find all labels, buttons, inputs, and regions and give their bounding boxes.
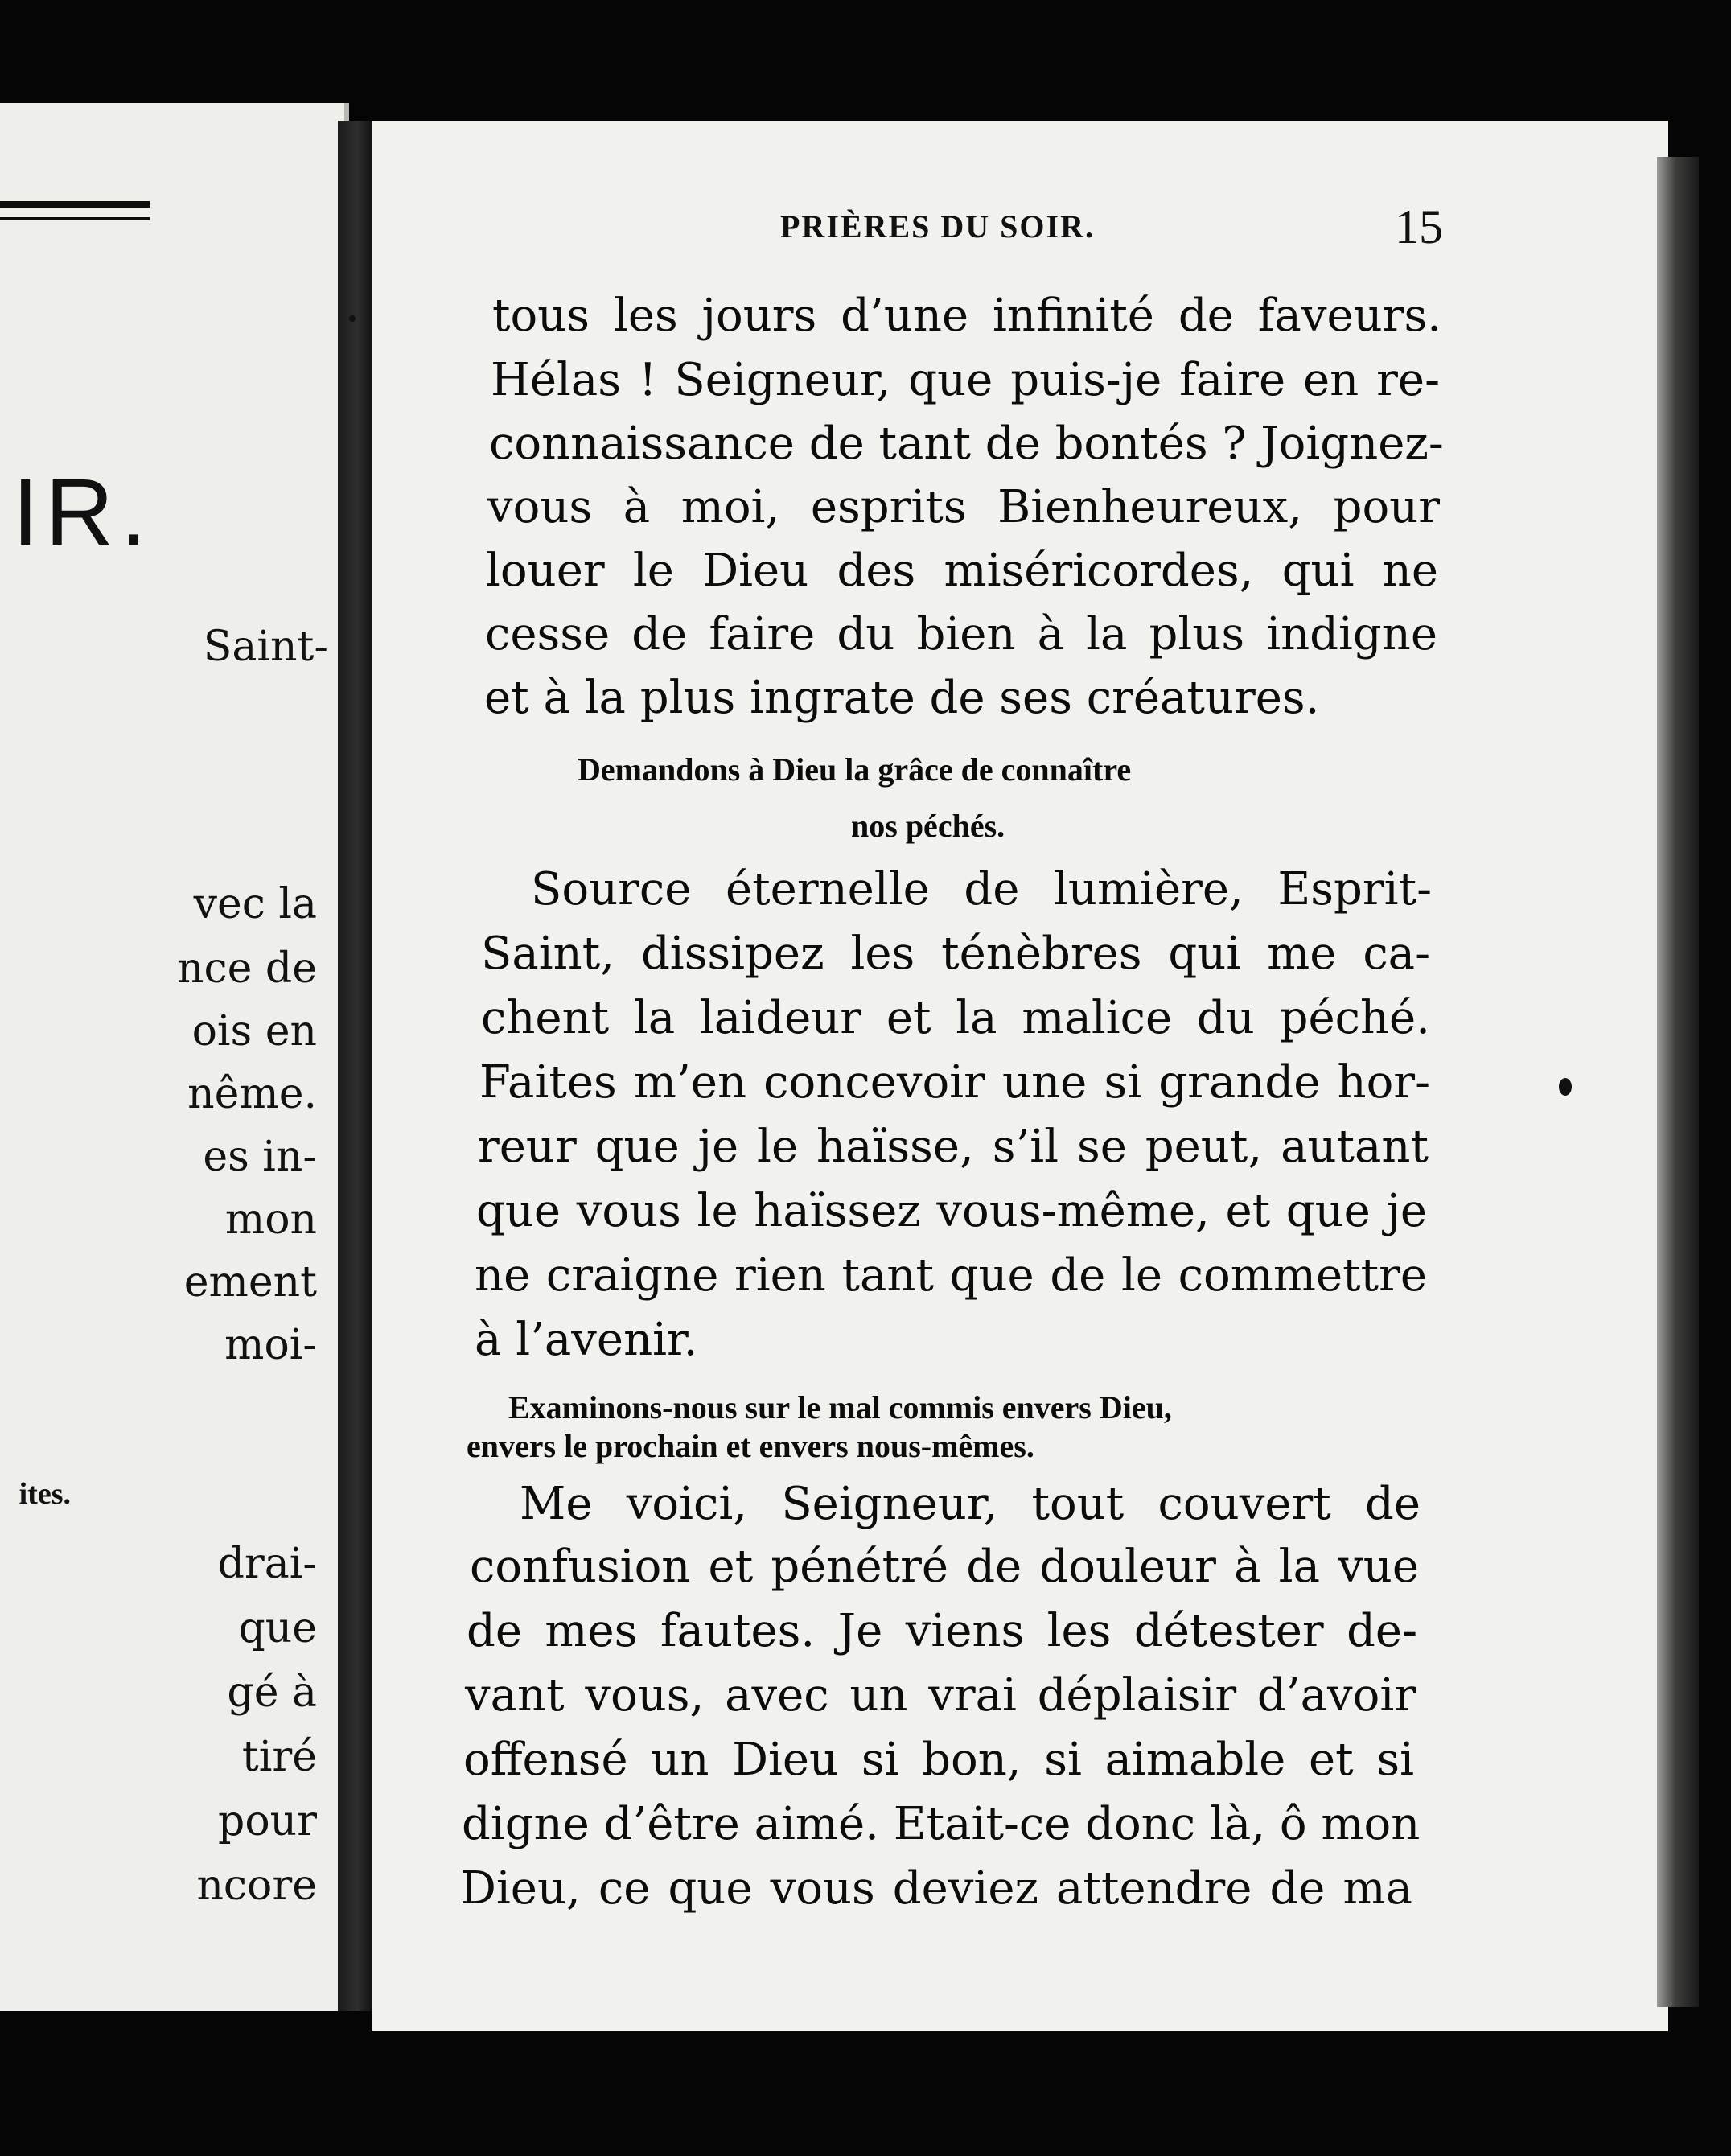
running-head: PRIÈRES DU SOIR.: [780, 208, 1095, 245]
paragraph-1-line: et à la plus ingrate de ses créatures.: [484, 672, 1320, 724]
left-page: [0, 103, 349, 2011]
left-page-title: IR.: [12, 459, 153, 566]
section-heading-1: nos péchés.: [851, 808, 1005, 844]
left-page-line: ites.: [19, 1477, 71, 1511]
paragraph-1-line: cesse de faire du bien à la plus indigne: [485, 608, 1437, 660]
paragraph-1-line: louer le Dieu des miséricordes, qui ne: [486, 545, 1438, 597]
left-page-line: ois en: [191, 1007, 317, 1055]
paragraph-1-line: Hélas ! Seigneur, que puis-je faire en re-: [491, 354, 1440, 406]
left-page-line: que: [238, 1604, 317, 1652]
section-heading-2: Examinons-nous sur le mal commis envers Dieu,: [508, 1389, 1172, 1426]
scan-speck: [349, 315, 356, 322]
paragraph-2-line: Faites m’en concevoir une si grande hor-: [479, 1056, 1430, 1109]
paragraph-2-line: à l’avenir.: [475, 1314, 698, 1366]
left-page-line: moi-: [224, 1321, 317, 1369]
paragraph-3-line: vant vous, avec un vrai déplaisir d’avoir: [465, 1669, 1416, 1722]
page-number: 15: [1395, 200, 1443, 253]
left-page-line: pour: [218, 1797, 317, 1845]
left-page-line: vec la: [193, 880, 317, 928]
paragraph-2-line: reur que je le haïsse, s’il se peut, autant: [478, 1121, 1429, 1173]
scan-speck: [1559, 1078, 1572, 1096]
left-page-line: ncore: [196, 1862, 317, 1910]
paragraph-3-line: digne d’être aimé. Etait-ce donc là, ô mon: [462, 1798, 1421, 1850]
left-page-line: nce de: [177, 944, 317, 993]
paragraph-2-line: que vous le haïssez vous-même, et que je: [476, 1185, 1427, 1237]
section-heading-1: Demandons à Dieu la grâce de connaître: [578, 751, 1132, 788]
book-gutter: [338, 121, 373, 2011]
paragraph-1-line: connaissance de tant de bontés ? Joignez-: [489, 418, 1444, 470]
paragraph-3-line: offensé un Dieu si bon, si aimable et si: [463, 1734, 1414, 1786]
paragraph-2-line: Source éternelle de lumière, Esprit-: [531, 863, 1432, 915]
paragraph-2-line: chent la laideur et la malice du péché.: [481, 992, 1430, 1044]
paragraph-1-line: vous à moi, esprits Bienheureux, pour: [487, 481, 1440, 533]
paragraph-3-line: Dieu, ce que vous deviez attendre de ma: [460, 1862, 1412, 1915]
left-page-line: es in-: [203, 1133, 317, 1181]
section-heading-2: envers le prochain et envers nous-mêmes.: [467, 1428, 1034, 1464]
paragraph-2-line: ne craigne rien tant que de le commettre: [475, 1249, 1427, 1302]
left-page-line: nême.: [187, 1070, 317, 1118]
left-page-line: mon: [224, 1195, 317, 1244]
paragraph-1-line: tous les jours d’une infinité de faveurs.: [492, 290, 1441, 342]
paragraph-3-line: Me voici, Seigneur, tout couvert de: [520, 1478, 1421, 1530]
left-page-rule-thick: [0, 201, 150, 208]
paragraph-3-line: confusion et pénétré de douleur à la vue: [470, 1541, 1419, 1593]
left-page-line: Saint-: [203, 623, 328, 671]
left-page-line: gé à: [227, 1668, 317, 1717]
page-edge: [1657, 157, 1699, 2007]
left-page-line: ement: [183, 1258, 317, 1306]
left-page-line: tiré: [241, 1733, 317, 1781]
left-page-line: drai-: [217, 1540, 317, 1588]
paragraph-2-line: Saint, dissipez les ténèbres qui me ca-: [481, 928, 1430, 980]
paragraph-3-line: de mes fautes. Je viens les détester de-: [467, 1605, 1417, 1657]
left-page-rule-thin: [0, 217, 150, 220]
